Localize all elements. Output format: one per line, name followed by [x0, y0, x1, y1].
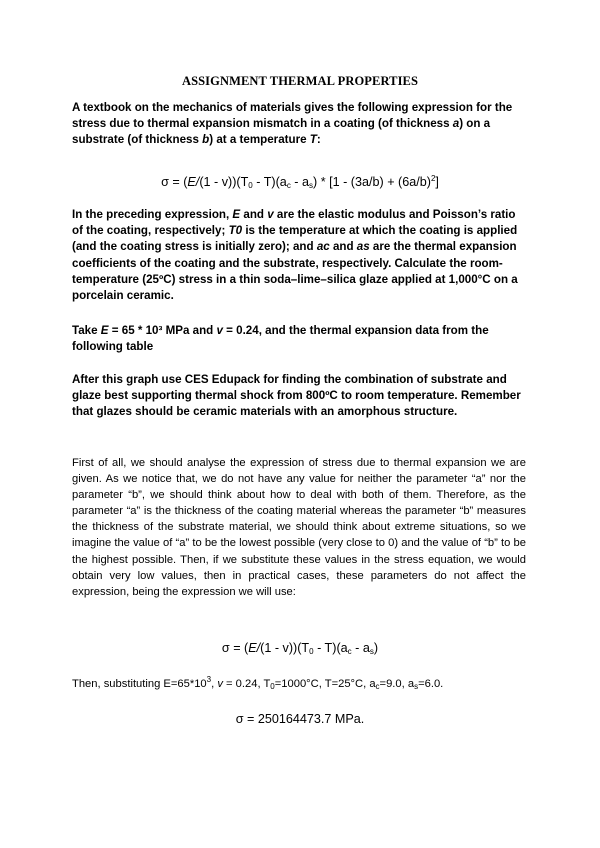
var-ac: ac: [316, 240, 330, 254]
subst-text: =1000°C, T=25°C, a: [274, 678, 376, 690]
subst-sub: 0: [270, 682, 275, 691]
var-T: T: [309, 133, 317, 147]
subst-text: =9.0, a: [379, 678, 415, 690]
eq-part: σ = (: [221, 641, 249, 655]
var-v: v: [267, 208, 274, 221]
eq-part: ) * [1 - (3a/b) + (6a/b): [313, 175, 431, 189]
stress-equation-full: [0, 175, 600, 189]
substitution-line: [72, 675, 532, 691]
intro-text: ) on a substrate (of thickness: [72, 117, 491, 147]
explain-text: are the elastic modulus and Poisson’s ratio of the coating, respectively;: [72, 208, 516, 238]
var-E: E: [232, 208, 241, 221]
intro-text: :: [316, 133, 321, 147]
eq-part: - a: [351, 641, 370, 655]
eq-sub: 0: [309, 647, 314, 656]
intro-text: A textbook on the mechanics of materials gives the following expression for the stress due to thermal expansion mismatch in a coating (of thickness: [72, 101, 513, 131]
explain-text: and: [329, 240, 357, 254]
subst-text: =6.0.: [418, 678, 444, 690]
eq-part: - a: [290, 175, 310, 189]
explain-text: In the preceding expression,: [72, 208, 233, 221]
eq-sup: 2: [430, 174, 436, 183]
explain-text: is the temperature at which the coating is applied (and the coating stress is initially zero); and: [72, 224, 518, 254]
eq-part: )(T: [293, 641, 310, 655]
given-values: [72, 323, 526, 355]
explain-text: and: [240, 208, 268, 221]
var-b: b: [202, 133, 210, 147]
eq-part: )(T: [232, 175, 249, 189]
problem-intro: [72, 100, 526, 149]
subst-text: ,: [211, 678, 218, 690]
problem-explanation: [72, 207, 526, 304]
var-as: as: [356, 240, 370, 254]
take-text: = 0.24, and the thermal expansion data from the following table: [72, 324, 489, 354]
subst-text: = 0.24, T: [222, 678, 271, 690]
eq-sub: s: [369, 647, 374, 656]
eq-part: (1 - v): [199, 175, 233, 189]
var-a: a: [452, 117, 460, 131]
subst-sup: 3: [206, 675, 212, 684]
eq-sub: c: [347, 647, 352, 656]
eq-part: - T)(a: [313, 641, 348, 655]
var-v: v: [216, 324, 223, 337]
take-text: = 65 * 10³ MPa and: [108, 324, 217, 337]
explain-text: are the thermal expansion coefficients of the coating and the substrate, respectively. Calculate the room-temperature (25ºC) stress in a thin soda–lime–silica glaze applied at 1,000°C on a porcelain ceramic.: [72, 240, 518, 303]
intro-text: ) at a temperature: [209, 133, 310, 147]
subst-sub: c: [375, 682, 380, 691]
stress-result: σ = 250164473.7 MPa.: [235, 712, 365, 726]
stress-equation-simplified: [0, 641, 600, 655]
eq-part: ]: [435, 175, 439, 189]
task-instructions: After this graph use CES Edupack for finding the combination of substrate and glaze best supporting thermal shock from 800ºC to room temperature. Remember that glazes should be ceramic materials with an amorphous structure.: [72, 373, 521, 419]
subst-sub: s: [414, 682, 419, 691]
answer-paragraph: First of all, we should analyse the expression of stress due to thermal expansion we are given. As we notice that, we do not have any value for neither the parameter “a” nor the parameter “b”, we should think about how to deal with both of them. Therefore, as the parameter “a” is the thickness of the coating material whereas the parameter “b” measures the thickness of the substrate material, we should think about extreme situations, so we imagine the value of “a” to be the lowest possible (very close to 0) and the value of “b” to be the highest possible. Then, if we substitute these values in the stress equation, we would obtain very low values, then in practical cases, these parameters do not affect the expression, being the expression we will use:: [72, 457, 526, 598]
eq-part: E/: [248, 641, 261, 655]
page-title: ASSIGNMENT THERMAL PROPERTIES: [181, 74, 419, 88]
var-T0: T0: [228, 224, 243, 238]
eq-sub: s: [309, 181, 314, 190]
eq-sub: 0: [248, 181, 253, 190]
eq-part: - T)(a: [252, 175, 287, 189]
eq-part: ): [373, 641, 379, 655]
eq-part: σ = (: [161, 175, 188, 189]
take-text: Take: [72, 324, 101, 337]
var-E: E: [100, 324, 109, 337]
eq-part: E/: [187, 175, 200, 189]
var-v: v: [217, 678, 223, 690]
eq-sub: c: [286, 181, 291, 190]
subst-text: Then, substituting E=65*10: [72, 678, 207, 690]
eq-part: (1 - v): [260, 641, 294, 655]
